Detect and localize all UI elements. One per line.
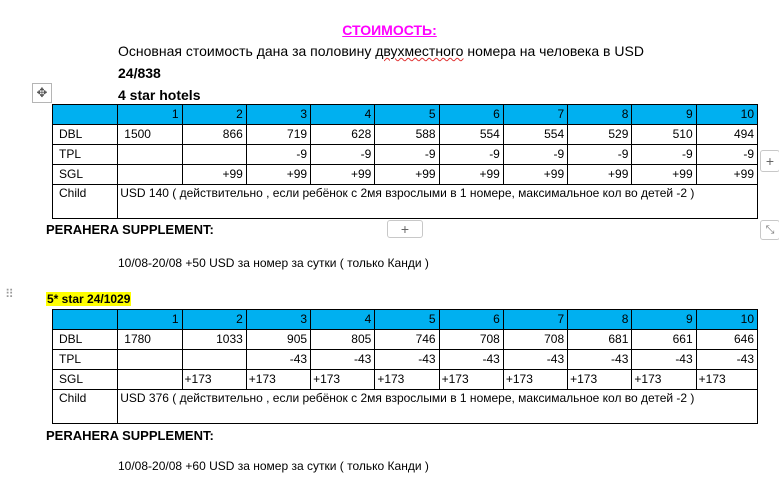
header-cell[interactable]: 5 (375, 310, 439, 330)
price-cell[interactable]: 905 (246, 330, 310, 350)
price-cell[interactable] (182, 350, 246, 370)
price-cell[interactable]: +173 (439, 370, 503, 390)
tour-code-1: 24/838 (118, 65, 161, 81)
header-cell[interactable]: 8 (568, 310, 632, 330)
header-cell[interactable]: 4 (311, 310, 375, 330)
price-cell[interactable]: +173 (503, 370, 567, 390)
table-move-handle-icon[interactable]: ✥ (32, 83, 52, 103)
page-title: СТОИМОСТЬ: (342, 22, 437, 38)
supplement-label-1: PERAHERA SUPPLEMENT: (46, 222, 214, 237)
price-cell[interactable]: -43 (696, 350, 757, 370)
price-cell[interactable]: +173 (246, 370, 310, 390)
price-cell[interactable]: 510 (632, 125, 696, 145)
price-cell[interactable]: +99 (375, 165, 439, 185)
add-row-button[interactable]: + (760, 150, 779, 172)
header-cell[interactable]: 2 (182, 310, 246, 330)
header-cell[interactable]: 7 (503, 310, 567, 330)
header-cell[interactable]: 6 (439, 105, 503, 125)
price-cell[interactable]: 746 (375, 330, 439, 350)
price-cell[interactable]: 708 (503, 330, 567, 350)
price-cell[interactable]: +173 (696, 370, 757, 390)
table-row (53, 350, 758, 370)
price-cell[interactable]: +99 (568, 165, 632, 185)
price-cell[interactable]: -43 (375, 350, 439, 370)
header-cell[interactable]: 3 (246, 105, 310, 125)
header-cell[interactable]: 1 (118, 105, 182, 125)
spellcheck-word[interactable]: двухместного (375, 43, 464, 59)
price-cell[interactable]: -43 (632, 350, 696, 370)
row-label-cell[interactable]: DBL (53, 330, 118, 350)
table-row (53, 145, 758, 165)
price-cell[interactable]: 708 (439, 330, 503, 350)
header-cell[interactable]: 7 (503, 105, 567, 125)
price-cell[interactable]: 588 (375, 125, 439, 145)
header-cell[interactable]: 2 (182, 105, 246, 125)
price-cell[interactable]: -9 (696, 145, 757, 165)
price-cell[interactable]: 628 (311, 125, 375, 145)
row-label-cell[interactable]: SGL (53, 165, 118, 185)
price-cell[interactable] (182, 145, 246, 165)
row-label-cell[interactable]: TPL (53, 145, 118, 165)
price-cell[interactable]: +99 (311, 165, 375, 185)
price-table-4-star (52, 104, 758, 219)
table-row (53, 125, 758, 145)
header-cell[interactable]: 4 (311, 105, 375, 125)
price-cell[interactable] (118, 350, 182, 370)
price-cell[interactable]: -9 (311, 145, 375, 165)
header-cell[interactable]: 5 (375, 105, 439, 125)
add-column-button[interactable]: + (387, 220, 423, 238)
price-cell[interactable]: 554 (439, 125, 503, 145)
header-cell[interactable]: 10 (696, 105, 757, 125)
price-cell[interactable]: +99 (439, 165, 503, 185)
price-cell[interactable]: -43 (246, 350, 310, 370)
header-cell[interactable]: 3 (246, 310, 310, 330)
table-resize-icon[interactable]: ⤡ (760, 220, 779, 240)
supplement-line-1: 10/08-20/08 +50 USD за номер за сутки ( только Канди ) (118, 256, 429, 270)
price-cell[interactable]: -9 (439, 145, 503, 165)
price-cell[interactable]: +173 (311, 370, 375, 390)
price-cell[interactable]: +173 (182, 370, 246, 390)
table-header-row (53, 105, 758, 125)
price-cell[interactable]: +173 (568, 370, 632, 390)
price-table-5-star (52, 309, 758, 424)
table-row-child (53, 390, 758, 424)
price-cell[interactable]: +99 (503, 165, 567, 185)
price-cell[interactable]: 805 (311, 330, 375, 350)
price-cell[interactable]: 1033 (182, 330, 246, 350)
intro-text: Основная стоимость дана за половину двухместного номера на человека в USD (118, 43, 644, 59)
price-cell[interactable]: -43 (311, 350, 375, 370)
row-label-cell[interactable]: TPL (53, 350, 118, 370)
price-cell[interactable]: -9 (246, 145, 310, 165)
header-cell[interactable]: 6 (439, 310, 503, 330)
child-note-cell[interactable]: USD 376 ( действительно , если ребёнок с 2мя взрослыми в 1 номере, максимальное кол во детей -2 ) (118, 390, 758, 424)
price-cell[interactable]: 529 (568, 125, 632, 145)
price-cell[interactable]: 866 (182, 125, 246, 145)
header-cell[interactable] (53, 105, 118, 125)
row-label-cell[interactable]: Child (53, 390, 118, 424)
row-label-cell[interactable]: Child (53, 185, 118, 219)
table-row (53, 165, 758, 185)
price-cell[interactable]: 681 (568, 330, 632, 350)
price-cell[interactable]: +173 (375, 370, 439, 390)
row-label-cell[interactable]: SGL (53, 370, 118, 390)
price-cell[interactable]: +99 (696, 165, 757, 185)
price-cell[interactable]: 661 (632, 330, 696, 350)
price-cell[interactable]: +99 (246, 165, 310, 185)
price-cell[interactable]: 646 (696, 330, 757, 350)
hotel-category-2: 5* star 24/1029 (47, 292, 131, 306)
price-cell[interactable]: -43 (439, 350, 503, 370)
price-cell[interactable]: -43 (503, 350, 567, 370)
price-cell[interactable]: -9 (503, 145, 567, 165)
table-row (53, 370, 758, 390)
row-label-cell[interactable]: DBL (53, 125, 118, 145)
price-cell[interactable] (118, 145, 182, 165)
table-row-child (53, 185, 758, 219)
hotel-category-1: 4 star hotels (118, 87, 201, 103)
price-cell[interactable]: 494 (696, 125, 757, 145)
price-cell[interactable]: 719 (246, 125, 310, 145)
drag-grip-icon[interactable]: ⠿ (5, 287, 14, 301)
price-cell[interactable]: +99 (632, 165, 696, 185)
header-cell[interactable] (53, 310, 118, 330)
price-cell[interactable]: +173 (632, 370, 696, 390)
header-cell[interactable]: 9 (632, 310, 696, 330)
price-cell[interactable]: -43 (568, 350, 632, 370)
price-cell[interactable]: -9 (375, 145, 439, 165)
price-cell[interactable] (118, 165, 182, 185)
supplement-label-2: PERAHERA SUPPLEMENT: (46, 428, 214, 443)
header-cell[interactable]: 10 (696, 310, 757, 330)
header-cell[interactable]: 8 (568, 105, 632, 125)
price-cell[interactable]: 1780 (118, 330, 182, 350)
price-cell[interactable]: 554 (503, 125, 567, 145)
price-cell[interactable]: -9 (632, 145, 696, 165)
header-cell[interactable]: 1 (118, 310, 182, 330)
header-cell[interactable]: 9 (632, 105, 696, 125)
price-cell[interactable]: 1500 (118, 125, 182, 145)
price-cell[interactable]: -9 (568, 145, 632, 165)
child-note-cell[interactable]: USD 140 ( действительно , если ребёнок с 2мя взрослыми в 1 номере, максимальное кол во детей -2 ) (118, 185, 758, 219)
supplement-line-2: 10/08-20/08 +60 USD за номер за сутки ( только Канди ) (118, 459, 429, 473)
table-row (53, 330, 758, 350)
price-cell[interactable] (118, 370, 182, 390)
price-cell[interactable]: +99 (182, 165, 246, 185)
table-header-row (53, 310, 758, 330)
